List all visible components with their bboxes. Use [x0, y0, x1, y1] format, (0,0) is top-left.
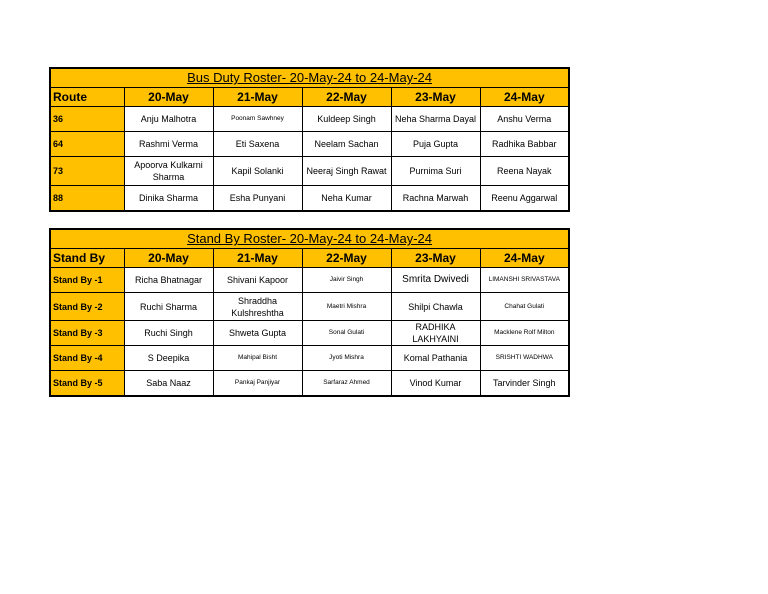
standby-cell: Shweta Gupta	[213, 321, 302, 346]
bus-header-day: 20-May	[124, 88, 213, 107]
standby-cell: Saba Naaz	[124, 371, 213, 397]
standby-header-day: 22-May	[302, 249, 391, 268]
standby-cell: Shivani Kapoor	[213, 268, 302, 293]
standby-roster-title: Stand By Roster- 20-May-24 to 24-May-24	[50, 229, 569, 249]
standby-cell: Macklene Rolf Milton	[480, 321, 569, 346]
standby-header-day: 23-May	[391, 249, 480, 268]
standby-header-label: Stand By	[50, 249, 124, 268]
standby-cell: Ruchi Singh	[124, 321, 213, 346]
standby-cell: Jyoti Mishra	[302, 346, 391, 371]
standby-cell: Ruchi Sharma	[124, 293, 213, 321]
standby-cell: Shilpi Chawla	[391, 293, 480, 321]
standby-row	[50, 346, 569, 371]
bus-route-row	[50, 107, 569, 132]
duty-cell: Rashmi Verma	[124, 132, 213, 157]
standby-cell: Jaivir Singh	[302, 268, 391, 293]
duty-cell: Radhika Babbar	[480, 132, 569, 157]
route-label: 73	[50, 157, 124, 186]
bus-header-route: Route	[50, 88, 124, 107]
duty-cell: Rachna Marwah	[391, 186, 480, 212]
standby-header-day: 21-May	[213, 249, 302, 268]
standby-cell: Pankaj Panjiyar	[213, 371, 302, 397]
standby-cell: Shraddha Kulshreshtha	[213, 293, 302, 321]
standby-cell: Sonal Gulati	[302, 321, 391, 346]
bus-roster-title: Bus Duty Roster- 20-May-24 to 24-May-24	[50, 68, 569, 88]
standby-roster-table	[49, 228, 570, 397]
duty-cell: Neha Sharma Dayal	[391, 107, 480, 132]
standby-cell: Smrita Dwivedi	[391, 268, 480, 293]
duty-cell: Poonam Sawhney	[213, 107, 302, 132]
standby-cell: Mahipal Bisht	[213, 346, 302, 371]
bus-duty-roster-table	[49, 67, 570, 212]
bus-route-row	[50, 186, 569, 212]
standby-row	[50, 293, 569, 321]
duty-cell: Esha Punyani	[213, 186, 302, 212]
standby-cell: Sarfaraz Ahmed	[302, 371, 391, 397]
duty-cell: Anshu Verma	[480, 107, 569, 132]
standby-row	[50, 371, 569, 397]
standby-cell: Richa Bhatnagar	[124, 268, 213, 293]
bus-route-row	[50, 157, 569, 186]
standby-cell: Chahat Gulati	[480, 293, 569, 321]
duty-cell: Reena Nayak	[480, 157, 569, 186]
standby-header-day: 20-May	[124, 249, 213, 268]
standby-cell: Vinod Kumar	[391, 371, 480, 397]
standby-label: Stand By -5	[50, 371, 124, 397]
bus-header-day: 24-May	[480, 88, 569, 107]
bus-route-row	[50, 132, 569, 157]
standby-cell: RADHIKA LAKHYAINI	[391, 321, 480, 346]
standby-cell: Maetri Mishra	[302, 293, 391, 321]
standby-cell: Tarvinder Singh	[480, 371, 569, 397]
standby-header-day: 24-May	[480, 249, 569, 268]
duty-cell: Reenu Aggarwal	[480, 186, 569, 212]
standby-label: Stand By -1	[50, 268, 124, 293]
standby-row	[50, 321, 569, 346]
standby-cell: LIMANSHI SRIVASTAVA	[480, 268, 569, 293]
standby-cell: S Deepika	[124, 346, 213, 371]
duty-cell: Neeraj Singh Rawat	[302, 157, 391, 186]
standby-label: Stand By -2	[50, 293, 124, 321]
standby-cell: Komal Pathania	[391, 346, 480, 371]
route-label: 36	[50, 107, 124, 132]
standby-row	[50, 268, 569, 293]
duty-cell: Puja Gupta	[391, 132, 480, 157]
bus-header-day: 23-May	[391, 88, 480, 107]
duty-cell: Kapil Solanki	[213, 157, 302, 186]
bus-header-day: 22-May	[302, 88, 391, 107]
duty-cell: Eti Saxena	[213, 132, 302, 157]
duty-cell: Neelam Sachan	[302, 132, 391, 157]
duty-cell: Apoorva Kulkarni Sharma	[124, 157, 213, 186]
standby-cell: SRISHTI WADHWA	[480, 346, 569, 371]
duty-cell: Kuldeep Singh	[302, 107, 391, 132]
duty-cell: Neha Kumar	[302, 186, 391, 212]
route-label: 64	[50, 132, 124, 157]
duty-cell: Anju Malhotra	[124, 107, 213, 132]
duty-cell: Dinika Sharma	[124, 186, 213, 212]
bus-header-day: 21-May	[213, 88, 302, 107]
standby-label: Stand By -3	[50, 321, 124, 346]
route-label: 88	[50, 186, 124, 212]
duty-cell: Purnima Suri	[391, 157, 480, 186]
standby-label: Stand By -4	[50, 346, 124, 371]
